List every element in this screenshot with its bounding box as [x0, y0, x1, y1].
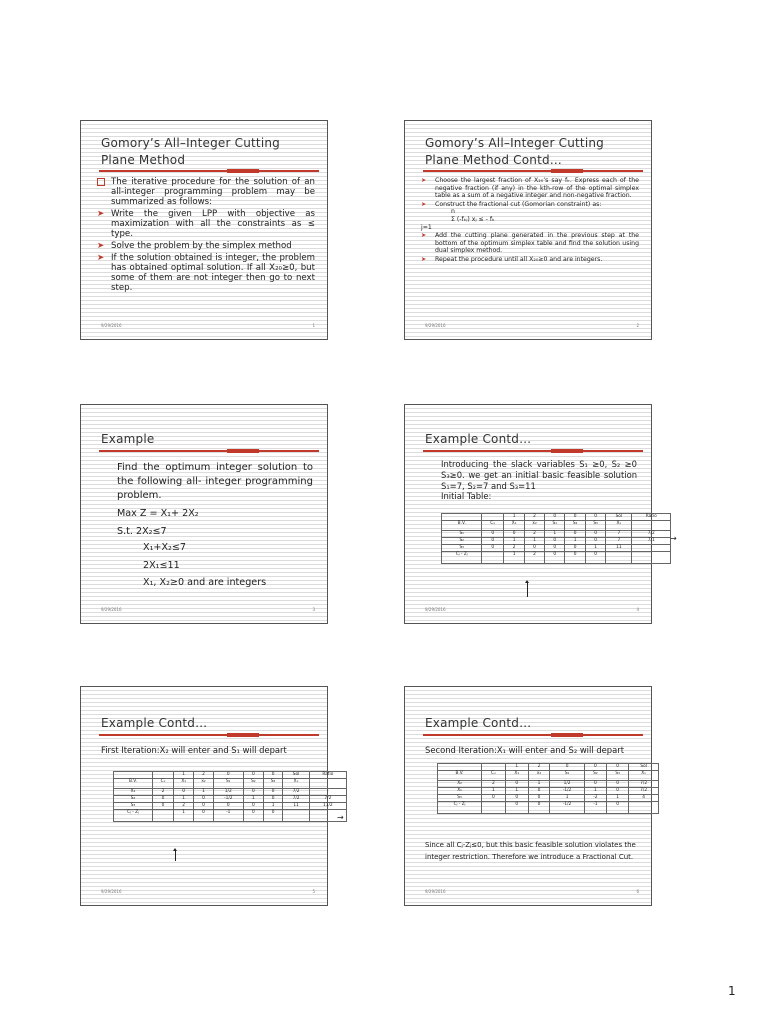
- table-cell: 7: [606, 538, 632, 545]
- table-cell: X₁: [174, 779, 194, 789]
- table-cell: 0: [243, 810, 263, 822]
- table-cell: Sol: [283, 772, 309, 779]
- table-cell: 1: [505, 764, 528, 771]
- cj-zj-row: [438, 802, 659, 814]
- table-cell: B.V.: [438, 771, 482, 781]
- page-number: 1: [728, 984, 736, 998]
- table-cell: S₃: [114, 803, 153, 810]
- table-cell: S₃: [585, 521, 605, 531]
- table-cell: X₁: [504, 521, 525, 531]
- cj-row: [438, 764, 659, 771]
- table-cell: 1: [263, 803, 283, 810]
- table-row: [114, 789, 347, 796]
- table-cell: Cⱼ - Zⱼ: [442, 552, 482, 564]
- constraint: X₁+X₂≤7: [143, 542, 187, 553]
- table-cell: 0: [585, 531, 605, 538]
- arrow-right-icon: →: [670, 534, 677, 543]
- slide-footer: [101, 607, 315, 615]
- table-cell: -1/2: [213, 796, 243, 803]
- table-cell: 4: [629, 795, 659, 802]
- table-cell: 1: [550, 795, 584, 802]
- table-cell: 2: [482, 781, 506, 788]
- table-cell: X₂: [114, 789, 153, 796]
- table-cell: S₁: [550, 771, 584, 781]
- table-cell: 0: [528, 788, 550, 795]
- table-cell: 1: [584, 788, 606, 795]
- slide-date: 9/29/2016: [425, 607, 446, 612]
- slide-title: Example Contd…: [425, 432, 532, 446]
- table-row: [438, 795, 659, 802]
- slide-number: 3: [312, 607, 315, 612]
- table-cell: Ratio: [632, 514, 671, 521]
- fractional-cut-note: Since all Cⱼ-Zⱼ≤0, but this basic feasible solution violates the integer restriction. Therefore we introduce a Fractional Cut.: [425, 841, 636, 861]
- table-cell: 0: [565, 552, 585, 564]
- table-cell: -1: [213, 810, 243, 822]
- table-cell: 0: [482, 545, 504, 552]
- table-cell: 0: [174, 789, 194, 796]
- title-rule: [99, 734, 319, 736]
- table-cell: 7/2: [283, 789, 309, 796]
- table-cell: 1: [545, 531, 565, 538]
- table-cell: 0: [482, 531, 504, 538]
- table-row: [438, 788, 659, 795]
- table-cell: S₁: [545, 521, 565, 531]
- table-cell: 7/2: [632, 531, 671, 538]
- title-rule: [423, 170, 643, 172]
- table-cell: 0: [606, 788, 628, 795]
- table-cell: X₂: [438, 781, 482, 788]
- slide-title: Gomory’s All–Integer Cutting Plane Method Contd…: [425, 136, 604, 167]
- table-cell: 1: [504, 538, 525, 545]
- slide-footer: [101, 889, 315, 897]
- table-cell: S₂: [442, 538, 482, 545]
- table-cell: 7/2: [629, 781, 659, 788]
- chevron-bullet-icon: ➤: [421, 200, 427, 208]
- table-cell: [606, 552, 632, 564]
- table-cell: 0: [263, 810, 283, 822]
- table-cell: x₂: [525, 521, 545, 531]
- problem-text: Find the optimum integer solution to the following all- integer programming problem.: [117, 462, 313, 501]
- table-row: [442, 538, 671, 545]
- table-cell: 0: [504, 531, 525, 538]
- table-cell: 1: [505, 788, 528, 795]
- table-cell: -2: [584, 795, 606, 802]
- table-cell: 0: [243, 803, 263, 810]
- table-cell: 1: [174, 810, 194, 822]
- slide-footer: [425, 607, 639, 615]
- table-cell: 0: [525, 545, 545, 552]
- list-item: ➤ Choose the largest fraction of X₂₀’s say fₖ. Express each of the negative fraction (if any) in the kth-row of the optimal simplex table as a sum of a negative integer and non-negative fraction.: [421, 177, 639, 200]
- table-cell: S₂: [114, 796, 153, 803]
- simplex-table: [113, 771, 347, 822]
- list-item: ➤ Repeat the procedure until all X₂₀≥0 and are integers.: [421, 255, 603, 263]
- table-cell: 1: [194, 789, 213, 796]
- header-row: [442, 521, 671, 531]
- slide-title: Example Contd…: [425, 716, 532, 730]
- table-cell: Sol: [629, 764, 659, 771]
- table-cell: [114, 772, 153, 779]
- table-cell: B.V.: [442, 521, 482, 531]
- table-cell: [482, 764, 506, 771]
- table-cell: 1: [525, 538, 545, 545]
- table-cell: [442, 514, 482, 521]
- table-cell: 0: [213, 772, 243, 779]
- slide-number: 2: [636, 323, 639, 328]
- arrow-up-icon: [527, 583, 528, 597]
- iteration-text: Second Iteration:X₁ will enter and S₂ will depart: [425, 745, 624, 755]
- slide-5: [80, 686, 344, 906]
- table-cell: S₂: [565, 521, 585, 531]
- arrow-right-icon: →: [337, 813, 344, 822]
- table-cell: 0: [482, 795, 506, 802]
- slide-title: Example Contd…: [101, 716, 208, 730]
- table-cell: 2: [528, 764, 550, 771]
- table-cell: 2: [174, 803, 194, 810]
- table-cell: Sol: [606, 514, 632, 521]
- table-cell: 0: [606, 802, 628, 814]
- slide-date: 9/29/2016: [425, 889, 446, 894]
- slide-date: 9/29/2016: [101, 323, 122, 328]
- table-cell: 0: [213, 803, 243, 810]
- slide-1: [80, 120, 328, 340]
- table-cell: 2: [525, 552, 545, 564]
- table-cell: Cⱼ - Zⱼ: [438, 802, 482, 814]
- slide-6: [404, 686, 652, 906]
- table-cell: 0: [584, 764, 606, 771]
- iteration-text: First Iteration:X₂ will enter and S₁ will depart: [101, 745, 287, 755]
- table-cell: [482, 514, 504, 521]
- table-cell: 0: [585, 514, 605, 521]
- table-cell: S₂: [584, 771, 606, 781]
- table-cell: 7/1: [632, 538, 671, 545]
- slide-date: 9/29/2016: [425, 323, 446, 328]
- table-cell: 0: [528, 795, 550, 802]
- table-cell: -1/2: [550, 788, 584, 795]
- cj-row: [114, 772, 347, 779]
- table-cell: 0: [584, 781, 606, 788]
- table-cell: 1: [504, 552, 525, 564]
- table-cell: 0: [263, 789, 283, 796]
- chevron-bullet-icon: ➤: [97, 209, 105, 219]
- table-row: [438, 781, 659, 788]
- slide-number: 5: [312, 889, 315, 894]
- table-cell: S₂: [243, 779, 263, 789]
- table-cell: 2: [504, 545, 525, 552]
- table-cell: 0: [606, 764, 628, 771]
- slide-footer: [425, 889, 639, 897]
- table-cell: Cⱼ - Zⱼ: [114, 810, 153, 822]
- table-cell: S₁: [213, 779, 243, 789]
- table-cell: [283, 810, 309, 822]
- slide-title: Example: [101, 432, 155, 446]
- table-cell: Cₓ: [482, 521, 504, 531]
- slide-4: [404, 404, 677, 624]
- table-cell: [482, 802, 506, 814]
- slide-footer: [425, 323, 639, 331]
- table-cell: x₂: [528, 771, 550, 781]
- table-cell: 0: [545, 538, 565, 545]
- title-rule: [423, 450, 643, 452]
- chevron-bullet-icon: ➤: [421, 177, 427, 184]
- constraint: 2X₁≤11: [143, 560, 180, 571]
- table-cell: -: [632, 545, 671, 552]
- table-cell: 0: [153, 796, 174, 803]
- table-cell: 0: [545, 514, 565, 521]
- chevron-bullet-icon: ➤: [421, 255, 427, 263]
- table-cell: 1/2: [550, 781, 584, 788]
- table-row: [442, 531, 671, 538]
- table-cell: 1: [606, 795, 628, 802]
- table-cell: Ratio: [309, 772, 346, 779]
- constraint: X₁, X₂≥0 and are integers: [143, 577, 267, 588]
- table-row: [442, 545, 671, 552]
- slide-date: 9/29/2016: [101, 889, 122, 894]
- table-cell: 0: [505, 795, 528, 802]
- table-cell: -1: [584, 802, 606, 814]
- title-rule: [423, 734, 643, 736]
- slide-number: 1: [312, 323, 315, 328]
- chevron-bullet-icon: ➤: [97, 241, 105, 251]
- table-cell: 1: [565, 538, 585, 545]
- table-cell: 0: [606, 781, 628, 788]
- table-cell: S₃: [438, 795, 482, 802]
- list-item: ➤ Solve the problem by the simplex method: [97, 241, 292, 251]
- table-cell: Xₓ: [283, 779, 309, 789]
- title-rule: [99, 450, 319, 452]
- table-cell: [482, 552, 504, 564]
- bullet-list: [97, 177, 315, 295]
- header-row: [114, 779, 347, 789]
- table-cell: 2: [153, 789, 174, 796]
- table-cell: 11: [283, 803, 309, 810]
- table-cell: B.V.: [114, 779, 153, 789]
- list-item: ➤ Construct the fractional cut (Gomorian constraint) as: n Σ (-fₖⱼ) xⱼ ≤ - fₖ j=1: [421, 201, 639, 231]
- table-cell: 11/2: [309, 803, 346, 810]
- table-cell: 0: [505, 781, 528, 788]
- chevron-bullet-icon: ➤: [97, 253, 105, 263]
- cut-n: n: [451, 208, 455, 216]
- title-rule: [99, 170, 319, 172]
- table-cell: Xₓ: [629, 771, 659, 781]
- objective: Max Z = X₁+ 2X₂: [117, 508, 199, 519]
- slide-3: [80, 404, 328, 624]
- table-cell: [153, 810, 174, 822]
- table-cell: [309, 779, 346, 789]
- list-item: The iterative procedure for the solution of an all-integer programming problem may be summarized as follows:: [97, 177, 315, 207]
- table-cell: [153, 772, 174, 779]
- table-cell: 0: [263, 796, 283, 803]
- table-row: [114, 803, 347, 810]
- table-cell: 2: [525, 531, 545, 538]
- table-cell: 7/2: [309, 796, 346, 803]
- table-cell: [438, 764, 482, 771]
- cj-zj-row: [442, 552, 671, 564]
- table-cell: 1: [528, 781, 550, 788]
- slide-footer: [101, 323, 315, 331]
- table-cell: 0: [565, 545, 585, 552]
- table-cell: 0: [153, 803, 174, 810]
- table-cell: S₁: [442, 531, 482, 538]
- slide-number: 4: [636, 607, 639, 612]
- slide-2: [404, 120, 652, 340]
- chevron-bullet-icon: ➤: [421, 232, 427, 240]
- table-cell: -: [309, 789, 346, 796]
- table-cell: 2: [525, 514, 545, 521]
- table-cell: 0: [243, 789, 263, 796]
- table-cell: 0: [194, 810, 213, 822]
- table-caption: Initial Table:: [441, 491, 492, 501]
- arrow-up-icon: [175, 851, 176, 861]
- cj-row: [442, 514, 671, 521]
- cut-j: j=1: [421, 223, 432, 231]
- table-cell: 0: [263, 772, 283, 779]
- table-cell: 0: [565, 531, 585, 538]
- table-cell: 0: [585, 538, 605, 545]
- bullet-list: [421, 177, 639, 265]
- table-row: [114, 796, 347, 803]
- simplex-table: [437, 763, 659, 814]
- square-bullet-icon: [97, 178, 105, 186]
- table-cell: 1/2: [213, 789, 243, 796]
- table-cell: 1: [243, 796, 263, 803]
- table-cell: 0: [194, 803, 213, 810]
- table-cell: [632, 552, 671, 564]
- slide-number: 6: [636, 889, 639, 894]
- table-cell: 7: [606, 531, 632, 538]
- intro-text: Introducing the slack variables S₁ ≥0, S₂ ≥0 S₃≥0. we get an initial basic feasible solution S₁=7, S₂=7 and S₃=11: [441, 459, 637, 491]
- table-cell: S₃: [606, 771, 628, 781]
- list-item: ➤ Add the cutting plane generated in the previous step at the bottom of the optimum simplex table and find the solution using dual simplex method.: [421, 232, 639, 255]
- table-cell: 7/2: [283, 796, 309, 803]
- table-cell: 1: [585, 545, 605, 552]
- table-cell: 0: [545, 545, 565, 552]
- table-cell: 0: [585, 552, 605, 564]
- table-cell: 0: [550, 764, 584, 771]
- table-cell: 1: [174, 796, 194, 803]
- table-cell: x₂: [194, 779, 213, 789]
- table-cell: [632, 521, 671, 531]
- table-cell: [629, 802, 659, 814]
- table-cell: 1: [504, 514, 525, 521]
- table-cell: 0: [243, 772, 263, 779]
- slide-title: Gomory’s All–Integer Cutting Plane Method: [101, 136, 280, 167]
- simplex-table: [441, 513, 671, 564]
- table-cell: S₃: [442, 545, 482, 552]
- table-cell: Cₓ: [153, 779, 174, 789]
- table-cell: X₁: [505, 771, 528, 781]
- header-row: [438, 771, 659, 781]
- table-cell: 0: [545, 552, 565, 564]
- table-cell: 0: [565, 514, 585, 521]
- constraint: S.t. 2X₂≤7: [117, 526, 167, 537]
- table-cell: Cₓ: [482, 771, 506, 781]
- table-cell: 2: [194, 772, 213, 779]
- slide-date: 9/29/2016: [101, 607, 122, 612]
- table-cell: 11: [606, 545, 632, 552]
- table-cell: Xₓ: [606, 521, 632, 531]
- table-cell: 0: [194, 796, 213, 803]
- list-item: ➤ Write the given LPP with objective as maximization with all the constraints as ≤ type.: [97, 209, 315, 239]
- table-cell: 7/2: [629, 788, 659, 795]
- table-cell: 1: [174, 772, 194, 779]
- cj-zj-row: [114, 810, 347, 822]
- table-cell: X₁: [438, 788, 482, 795]
- table-cell: 0: [505, 802, 528, 814]
- table-cell: S₃: [263, 779, 283, 789]
- list-item: ➤ If the solution obtained is integer, the problem has obtained optimal solution. If all X₂₀≥0, but some of them are not integer then go to next step.: [97, 253, 315, 293]
- table-cell: -1/2: [550, 802, 584, 814]
- table-cell: 0: [528, 802, 550, 814]
- table-cell: 0: [482, 538, 504, 545]
- table-cell: 1: [482, 788, 506, 795]
- cut-expression: Σ (-fₖⱼ) xⱼ ≤ - fₖ: [451, 215, 495, 223]
